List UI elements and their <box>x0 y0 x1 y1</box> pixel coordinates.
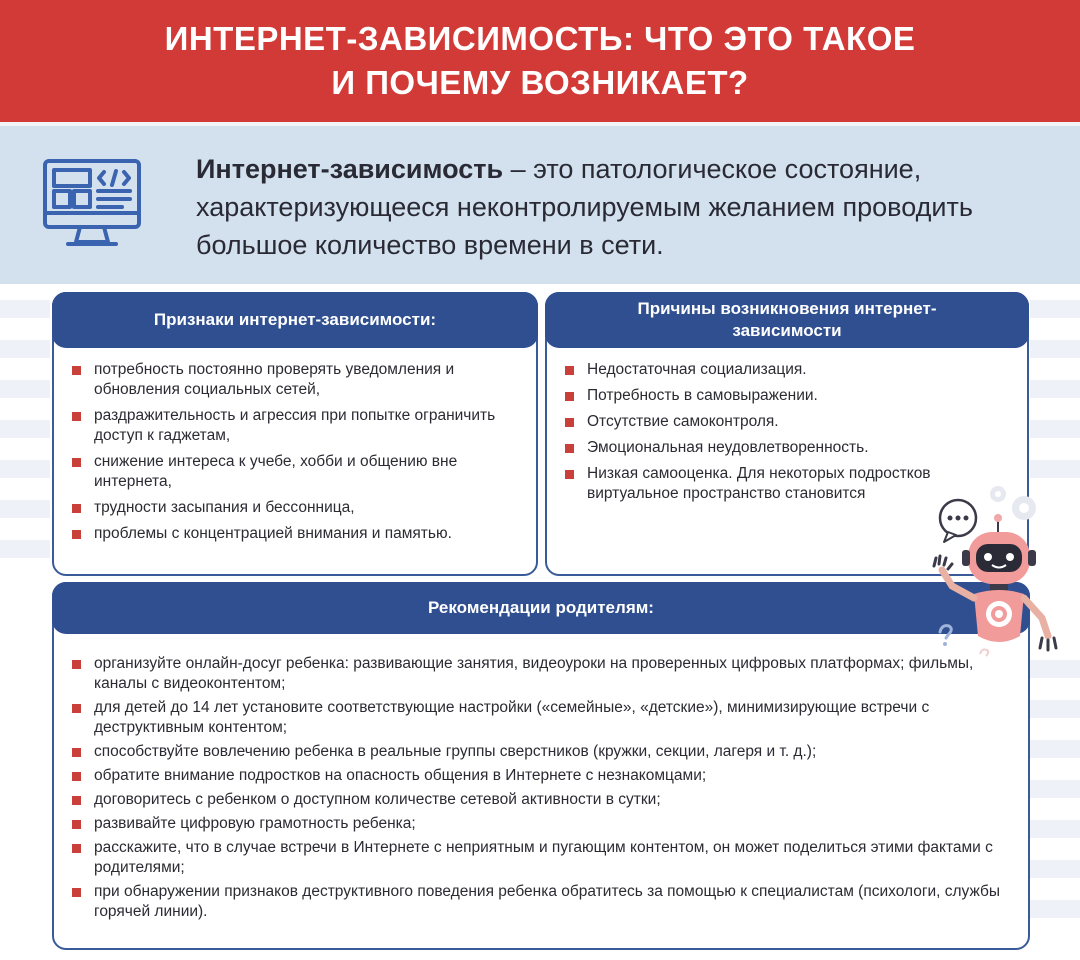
list-item-text: Низкая самооценка. Для некоторых подростков виртуальное пространство становится <box>587 465 931 502</box>
list-item <box>72 498 527 518</box>
definition-text <box>196 150 1056 264</box>
square-bullet-icon <box>565 392 574 401</box>
square-bullet-icon <box>72 412 81 421</box>
signs-list <box>72 360 527 550</box>
page-title-line-1: ИНТЕРНЕТ-ЗАВИСИМОСТЬ: ЧТО ЭТО ТАКОЕ <box>164 20 916 57</box>
list-item-text: трудности засыпания и бессонница, <box>94 499 355 516</box>
list-item-text: потребность постоянно проверять уведомления и обновления социальных сетей, <box>94 361 455 398</box>
recommendations-card <box>52 582 1030 950</box>
causes-card-title: Причины возникновения интернет-зависимости <box>545 292 1029 348</box>
signs-card-title: Признаки интернет-зависимости: <box>52 292 538 348</box>
list-item <box>72 524 527 544</box>
list-item-text: Эмоциональная неудовлетворенность. <box>587 439 869 456</box>
square-bullet-icon <box>72 660 81 669</box>
list-item <box>72 766 1002 786</box>
list-item-text: Потребность в самовыражении. <box>587 387 818 404</box>
list-item <box>72 790 1002 810</box>
list-item <box>72 882 1002 922</box>
signs-card <box>52 292 538 576</box>
list-item <box>565 386 1020 406</box>
list-item-text: договоритесь с ребенком о доступном количестве сетевой активности в сутки; <box>94 791 661 808</box>
square-bullet-icon <box>72 366 81 375</box>
square-bullet-icon <box>72 458 81 467</box>
list-item <box>72 360 527 400</box>
square-bullet-icon <box>72 772 81 781</box>
list-item-text: при обнаружении признаков деструктивного поведения ребенка обратитесь за помощью к специалистам (психологи, службы горячей линии). <box>94 883 1001 920</box>
list-item-text: снижение интереса к учебе, хобби и общению вне интернета, <box>94 453 458 490</box>
list-item <box>72 406 527 446</box>
monitor-code-icon <box>42 158 142 250</box>
recommendations-list <box>72 654 1002 926</box>
list-item <box>72 698 1002 738</box>
list-item <box>72 814 1002 834</box>
definition-term: Интернет-зависимость <box>196 154 504 184</box>
list-item-text: Недостаточная социализация. <box>587 361 807 378</box>
list-item-text: организуйте онлайн-досуг ребенка: развивающие занятия, видеоуроки на проверенных цифровых платформах; фильмы, каналы с видеоконтентом; <box>94 655 974 692</box>
square-bullet-icon <box>72 820 81 829</box>
square-bullet-icon <box>72 844 81 853</box>
list-item-text: Отсутствие самоконтроля. <box>587 413 779 430</box>
list-item-text: раздражительность и агрессия при попытке ограничить доступ к гаджетам, <box>94 407 496 444</box>
list-item-text: способствуйте вовлечению ребенка в реальные группы сверстников (кружки, секции, лагеря и т. д.); <box>94 743 817 760</box>
square-bullet-icon <box>565 444 574 453</box>
square-bullet-icon <box>72 796 81 805</box>
page-header <box>0 0 1080 126</box>
list-item <box>72 838 1002 878</box>
list-item <box>72 452 527 492</box>
list-item-text: развивайте цифровую грамотность ребенка; <box>94 815 416 832</box>
square-bullet-icon <box>72 704 81 713</box>
list-item-text: для детей до 14 лет установите соответствующие настройки («семейные», «детские»), минимизирующие встречи с деструктивным контентом; <box>94 699 930 736</box>
square-bullet-icon <box>565 418 574 427</box>
list-item <box>565 360 1020 380</box>
list-item-text: проблемы с концентрацией внимания и памятью. <box>94 525 452 542</box>
list-item-text: обратите внимание подростков на опасность общения в Интернете с незнакомцами; <box>94 767 707 784</box>
square-bullet-icon <box>565 366 574 375</box>
square-bullet-icon <box>72 888 81 897</box>
list-item <box>565 412 1020 432</box>
definition-body: – это патологическое состояние, характеризующееся неконтролируемым желанием проводить большое количество времени в сети. <box>196 154 973 260</box>
list-item <box>565 438 1020 458</box>
list-item <box>72 742 1002 762</box>
robot-illustration <box>926 486 1066 666</box>
list-item-text: расскажите, что в случае встречи в Интернете с неприятным и пугающим контентом, он может поделиться этими фактами с родителями; <box>94 839 993 876</box>
page-title-line-2: И ПОЧЕМУ ВОЗНИКАЕТ? <box>331 64 749 101</box>
square-bullet-icon <box>72 530 81 539</box>
square-bullet-icon <box>72 504 81 513</box>
square-bullet-icon <box>72 748 81 757</box>
square-bullet-icon <box>565 470 574 479</box>
list-item <box>72 654 1002 694</box>
recommendations-card-title: Рекомендации родителям: <box>52 582 1030 634</box>
